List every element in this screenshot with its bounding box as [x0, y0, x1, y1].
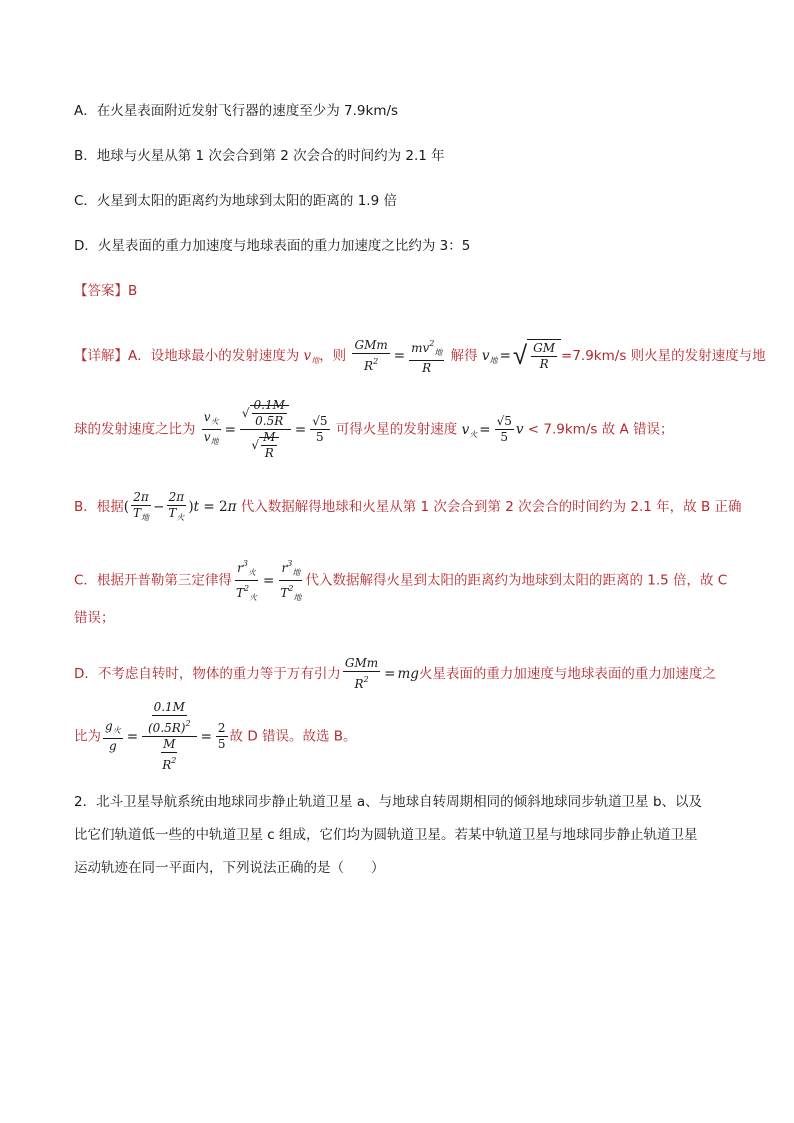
- formula-gmm: $\frac{\text{GMm}}{R^2}$: [354, 338, 388, 373]
- formula-kepler: $\frac{r^3_火}{T^2_火}$: [234, 556, 259, 605]
- formula-kepler-b: $\frac{r^3_地}{T^2_地}$: [278, 556, 303, 605]
- detail-text: B．根据: [74, 499, 124, 515]
- option-a: A．在火星表面附近发射飞行器的速度至少为 7.9km/s: [74, 103, 399, 119]
- formula-gratio: $\frac{g_火}{g}$: [105, 719, 121, 753]
- detail-label: 【详解】: [74, 348, 128, 364]
- detail-text: A．设地球最小的发射速度为: [128, 348, 300, 364]
- detail-text: 火星表面的重力加速度与地球表面的重力加速度之: [418, 666, 716, 682]
- detail-text: =7.9km/s 则火星的发射速度与地: [561, 348, 766, 364]
- detail-text: 故 D 错误。故选 B。: [229, 728, 357, 745]
- formula-gcalc: $\frac{\frac{0.1M}{(0.5R)^2}}{\frac{M}{R^2}}$: [142, 700, 197, 773]
- detail-d-line1: D．不考虑自转时，物体的重力等于万有引力 $\frac{\text{GMm}}{R^2}$ = mg火星表面的重力加速度与地球表面的重力加速度之: [74, 656, 716, 691]
- detail-text: < 7.9km/s 故 A 错误；: [527, 421, 674, 438]
- formula-v2: $v_地$: [481, 348, 498, 365]
- detail-text: 代入数据解得火星到太阳的距离约为地球到太阳的距离的 1.5 倍，故 C: [305, 572, 728, 589]
- detail-text: ，则: [319, 348, 347, 364]
- detail-text: 代入数据解得地球和火星从第 1 次会合到第 2 次会合的时间约为 2.1 年，故 B 正确: [240, 499, 742, 515]
- detail-text: C．根据开普勒第三定律得: [74, 572, 232, 589]
- formula-synodic: ( $\frac{2\pi}{T_地}$ − $\frac{2\pi}{T_火}$ )t = 2π: [123, 490, 237, 522]
- formula-mv2: $\frac{mv^2_地}{R}$: [409, 336, 444, 376]
- detail-text: 可得火星的发射速度: [335, 421, 458, 438]
- formula-sqrt-ratio: √ $\frac{0.1M}{0.5R}$ √ $\frac{M}{R}$: [240, 398, 291, 461]
- question2-line2: 比它们轨道低一些的中轨道卫星 c 组成，它们均为圆轨道卫星。若某中轨道卫星与地球同步静止轨道卫星: [74, 827, 698, 843]
- answer-label: 【答案】: [74, 283, 128, 299]
- detail-b-line: [74, 490, 742, 525]
- formula-root5-b: $\frac{√5}{5}$: [496, 414, 512, 444]
- formula-v3: v: [515, 421, 524, 438]
- formula-vratio: $\frac{v_火}{v_地}$: [203, 410, 219, 446]
- answer-line: [74, 281, 137, 301]
- detail-d-line2: 比为 $\frac{g_火}{g}$ = $\frac{\frac{0.1M}{(0.5R)^2}}{\frac{M}{R^2}}$ = $\frac{2}{5}$ 故 D 错误。故选 B。: [74, 700, 357, 772]
- option-b: B．地球与火星从第 1 次会合到第 2 次会合的时间约为 2.1 年: [74, 148, 445, 164]
- question2-line1: 2．北斗卫星导航系统由地球同步静止轨道卫星 a、与地球自转周期相同的倾斜地球同步轨道卫星 b、以及: [74, 794, 703, 810]
- detail-text: D．不考虑自转时，物体的重力等于万有引力: [74, 666, 341, 682]
- detail-text: 球的发射速度之比为: [74, 421, 196, 438]
- option-c: C．火星到太阳的距离约为地球到太阳的距离的 1.9 倍: [74, 193, 397, 209]
- answer-value: B: [128, 283, 138, 299]
- formula-mg: mg: [397, 666, 419, 682]
- detail-text: 解得: [450, 348, 478, 364]
- formula-v: $v_地$: [303, 348, 320, 365]
- detail-c-line1: C．根据开普勒第三定律得 $\frac{r^3_火}{T^2_火}$ = $\frac{r^3_地}{T^2_地}$ 代入数据解得火星到太阳的距离约为地球到太阳的距离的 1.5 倍，故 C: [74, 556, 727, 605]
- detail-text: 比为: [74, 728, 101, 745]
- detail-a-line2: 球的发射速度之比为 $\frac{v_火}{v_地}$ = √ $\frac{0.1M}{0.5R}$ √ $\frac{M}{R}$ = $\frac{√5}{5}$ 可得火星的发射速度 $v_火$ = $\frac{√5}{5}$ v < 7.9km/s 故 A 错误；: [74, 398, 674, 460]
- formula-vhuo: $v_火$: [461, 421, 478, 439]
- detail-a-line1: 【详解】A．设地球最小的发射速度为 $v_地$，则 $\frac{\text{GMm}}{R^2}$ = $\frac{mv^2_地}{R}$ 解得 $v_地$ = √ $\frac{GM}{R}$ =7.9km/s 则火星的发射速度与地: [74, 338, 766, 375]
- option-d: D．火星表面的重力加速度与地球表面的重力加速度之比约为 3：5: [74, 238, 471, 254]
- formula-sqrt-gm: √ $\frac{GM}{R}$: [513, 339, 561, 373]
- formula-root5: $\frac{√5}{5}$: [312, 414, 328, 444]
- question2-line3: 运动轨迹在同一平面内，下列说法正确的是（ ）: [74, 860, 385, 876]
- formula-two-fifths: $\frac{2}{5}$: [217, 721, 226, 751]
- detail-c-line2: 错误；: [74, 610, 115, 626]
- formula-gravity: $\frac{\text{GMm}}{R^2}$: [344, 656, 379, 691]
